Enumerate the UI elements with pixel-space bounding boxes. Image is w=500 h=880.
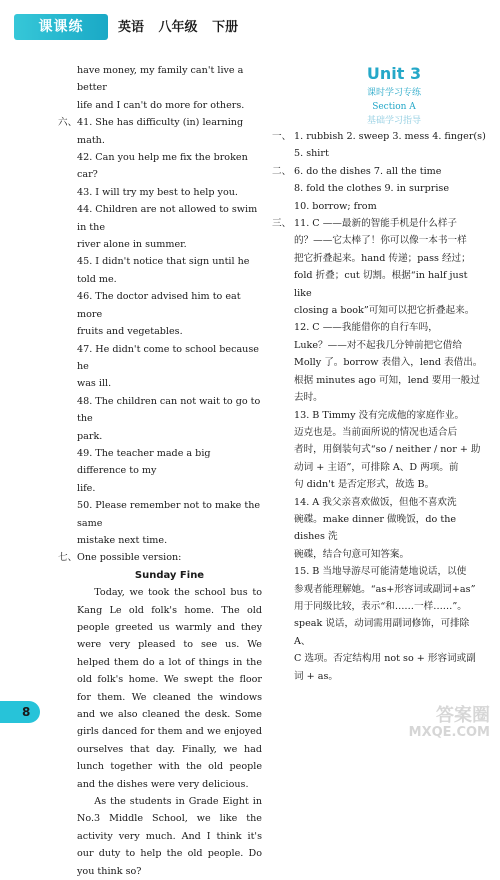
line: 48. The children can not wait to go to the	[77, 395, 261, 425]
section-7	[58, 549, 262, 566]
line: 参观者能理解她。“as+形容词或副词+as”	[294, 583, 476, 595]
volume: 下册	[212, 20, 239, 35]
line: 44. Children are not allowed to swim in the	[77, 204, 258, 233]
line: 11. C ——最新的智能手机是什么样子	[294, 218, 458, 230]
paragraph: As the students in Grade Eight in No.3 Middle School, we like the activity very much. And I think it's our duty to help the old people. Do you think so?	[77, 796, 262, 877]
watermark-en: MXQE.COM	[408, 725, 490, 740]
line: fold 折叠；cut 切割。根据“in half just like	[294, 270, 468, 299]
line: 把它折叠起来。hand 传递；pass 经过；	[294, 252, 471, 264]
line: life and I can't do more for others.	[77, 99, 245, 111]
line: speak 说话，动词需用副词修饰，可排除 A、	[294, 618, 470, 647]
line: park.	[77, 430, 103, 442]
line: fruits and vegetables.	[77, 326, 183, 338]
line: 句 didn't 是否定形式，故选 B。	[294, 479, 435, 491]
line: 者时，用倒装句式“so / neither / nor + 助	[294, 444, 481, 456]
line: 6. do the dishes 7. all the time	[294, 165, 442, 177]
line: 迈克也是。当前面所说的情况也适合后	[294, 426, 458, 438]
line: 的？——它太棒了！你可以像一本书一样	[294, 235, 467, 247]
line: 14. A 我父亲喜欢做饭，但他不喜欢洗	[294, 496, 457, 508]
line: 根据 minutes ago 可知，lend 要用一般过	[294, 374, 480, 386]
line: 46. The doctor advised him to eat more	[77, 291, 241, 320]
book-title	[118, 16, 248, 35]
section-6	[58, 114, 262, 549]
line: 50. Please remember not to make the same	[77, 500, 261, 529]
line: 5. shirt	[294, 148, 329, 160]
unit-title: Unit 3	[366, 64, 422, 83]
line: Molly 了。borrow 表借入，lend 表借出。	[294, 357, 483, 369]
line: Luke？——对不起我几分钟前把它借给	[294, 339, 462, 351]
line: 1. rubbish 2. sweep 3. mess 4. finger(s)	[294, 131, 486, 142]
line: 45. I didn't notice that sign until he told me.	[77, 256, 250, 285]
watermark	[409, 706, 490, 740]
section-marker: 六、	[58, 117, 78, 129]
line: 碗碟。make dinner 做晚饭，do the dishes 洗	[294, 513, 457, 543]
story-body	[58, 584, 262, 880]
line: 词 + as。	[294, 670, 338, 682]
line: 10. borrow; from	[294, 200, 377, 212]
subheading: 课时学习专练	[366, 88, 421, 98]
line: 动词 + 主语”，可排除 A、D 两项。前	[294, 461, 459, 473]
subject: 英语	[118, 20, 145, 35]
line: 47. He didn't come to school because he	[77, 343, 259, 372]
line: 13. B Timmy 没有完成他的家庭作业。	[294, 409, 465, 421]
section-2	[272, 163, 486, 215]
section-marker: 一、	[272, 131, 292, 142]
story-title: Sunday Fine	[134, 569, 205, 581]
brand-logo: 课课练	[14, 14, 108, 40]
right-column	[272, 62, 486, 685]
line: One possible version:	[77, 552, 182, 564]
line: 43. I will try my best to help you.	[77, 186, 238, 198]
line: life.	[77, 482, 96, 494]
left-column	[58, 62, 262, 880]
page-header	[14, 14, 254, 40]
section-marker: 三、	[272, 218, 292, 230]
grade: 八年级	[158, 20, 198, 35]
section-marker: 二、	[272, 165, 292, 177]
line: 12. C ——我能借你的自行车吗，	[294, 322, 438, 334]
section-marker: 七、	[58, 552, 78, 564]
page-number: 8	[0, 701, 40, 723]
line: 49. The teacher made a big difference to my	[77, 447, 211, 477]
subheading-faint: 基础学习指导	[366, 116, 421, 126]
line: closing a book”可知可以把它折叠起来。	[294, 305, 475, 317]
line: 42. Can you help me fix the broken car?	[77, 152, 248, 181]
line: 用于同级比较，表示“和……一样……”。	[294, 600, 467, 612]
line: 碗碟，结合句意可知答案。	[294, 548, 410, 560]
line: river alone in summer.	[77, 239, 187, 251]
line: was ill.	[77, 378, 112, 390]
section-1	[272, 128, 486, 163]
line: C 选项。否定结构用 not so + 形容词或副	[294, 653, 476, 665]
line: have money, my family can't live a better	[77, 65, 244, 94]
section-label: Section A	[372, 102, 416, 112]
section-3	[272, 215, 486, 685]
line: 41. She has difficulty (in) learning math.	[77, 117, 244, 146]
paragraph: Today, we took the school bus to Kang Le old folk's home. The old people greeted us warmly and they were very pleased to see us. We helped them do a lot of things in the old folk's home. We swept the floor for them. We cleaned the windows and we also cleaned the desk. Some girls danced for them and we enjoyed ourselves that day. Finally, we had lunch together with the old people and the dishes were very delicious.	[77, 587, 262, 790]
line: 8. fold the clothes 9. in surprise	[294, 183, 450, 195]
line: 去时。	[294, 392, 323, 404]
watermark-cn: 答案圈	[436, 705, 490, 726]
line: mistake next time.	[77, 534, 168, 546]
line: 15. B 当地导游尽可能清楚地说话，以使	[294, 566, 467, 578]
